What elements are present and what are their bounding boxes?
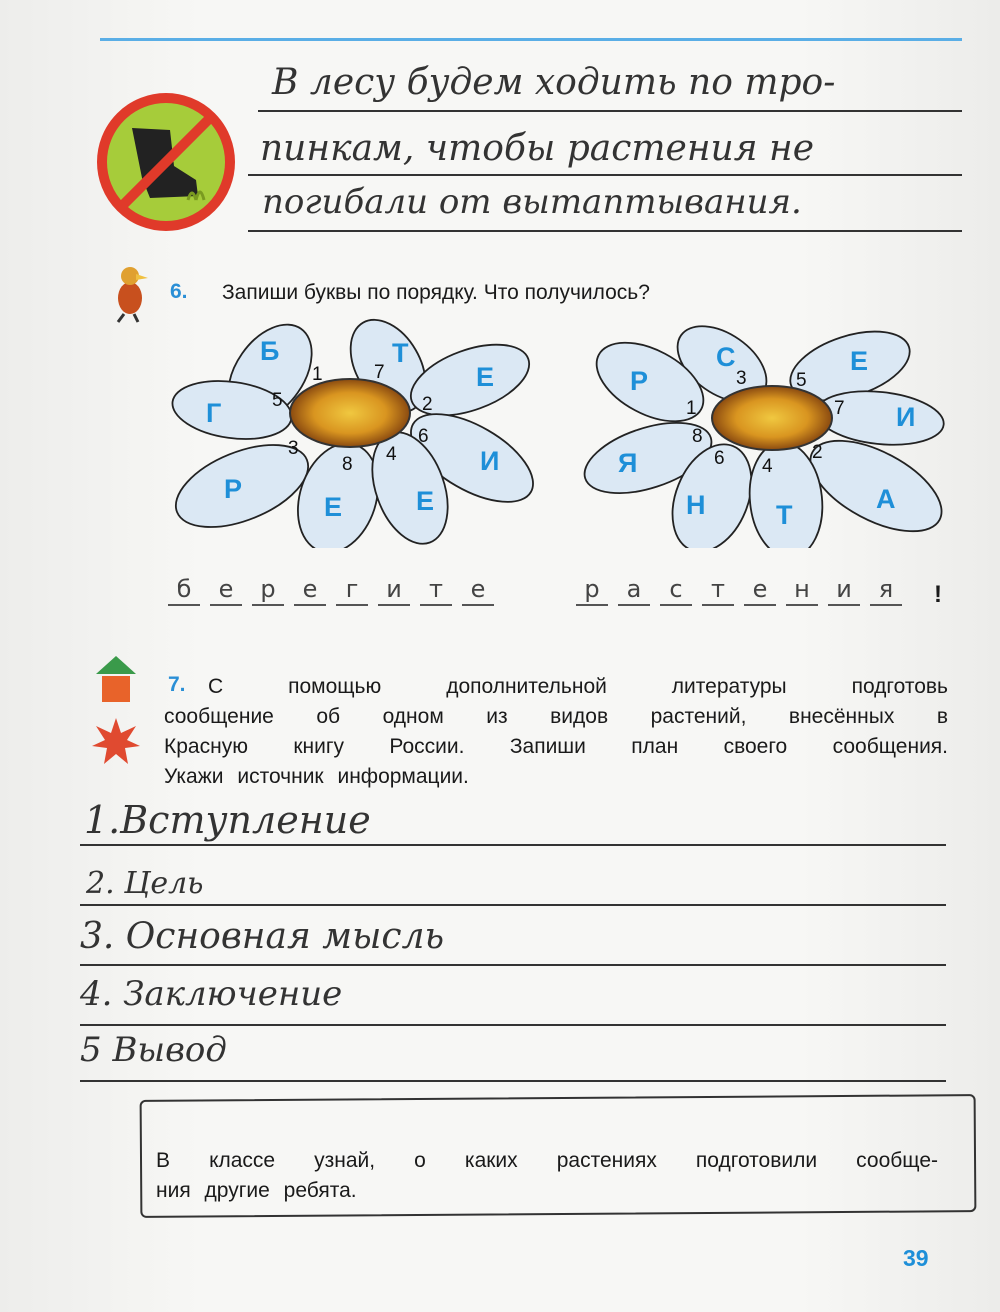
answer-blank	[618, 604, 650, 606]
top-rule	[100, 38, 962, 41]
flower1-number: 1	[312, 364, 323, 385]
plan-rule-2	[80, 904, 946, 906]
flower2-number: 7	[834, 398, 845, 419]
flower2-letter: Я	[618, 448, 638, 478]
answer-letter: т	[711, 575, 725, 603]
answer-letter: и	[836, 575, 852, 603]
task7-line-1: С помощью дополнительной литературы подготовь	[208, 675, 948, 698]
task6-number: 6.	[170, 280, 188, 303]
flower1-letter: Г	[206, 398, 222, 428]
flower2-letter: Т	[776, 500, 793, 530]
flower2-letter: Р	[630, 366, 649, 396]
answer-letter: а	[626, 575, 642, 603]
red-star-icon	[90, 716, 142, 768]
answer-blank	[168, 604, 200, 606]
flower2-letter: А	[876, 484, 896, 514]
plan-rule-5	[80, 1080, 946, 1082]
plan-rule-1	[80, 844, 946, 846]
answer-letter: я	[878, 575, 894, 603]
house-icon	[94, 654, 138, 704]
page-number: 39	[903, 1245, 929, 1271]
answer-letter: р	[584, 575, 600, 603]
answer-blank	[378, 604, 410, 606]
flower1-letter: И	[480, 446, 500, 476]
answer-letter: г	[345, 575, 359, 603]
no-trampling-icon	[92, 88, 240, 236]
note-line-1: В лесу будем ходить по тро-	[272, 62, 836, 103]
answer-exclamation: !	[934, 581, 942, 608]
flower1-number: 6	[418, 426, 429, 447]
bird-mascot-icon	[100, 262, 158, 324]
answer-blank	[744, 604, 776, 606]
flower2-number: 8	[692, 426, 703, 447]
answer-letter: е	[302, 575, 318, 603]
flower-1	[164, 318, 547, 548]
plan-rule-3	[80, 964, 946, 966]
plan-item-3: 3. Основная мысль	[80, 916, 445, 957]
note-rule-2	[248, 174, 962, 176]
answer-blank	[252, 604, 284, 606]
flower2-letter: С	[716, 342, 736, 372]
answer-blank	[420, 604, 452, 606]
task7-line-3: Красную книгу России. Запиши план своего сообщения.	[164, 735, 948, 758]
answer-letter: б	[176, 575, 192, 603]
flower1-number: 7	[374, 362, 385, 383]
note-rule-1	[258, 110, 962, 112]
answer-blank	[462, 604, 494, 606]
answer-blank	[702, 604, 734, 606]
flower-puzzle	[160, 318, 960, 548]
plan-item-4: 4. Заключение	[80, 974, 343, 1014]
flower2-letter: И	[896, 402, 916, 432]
plan-rule-4	[80, 1024, 946, 1026]
note-line-2: пинкам, чтобы растения не	[260, 128, 815, 169]
flower2-number: 2	[812, 442, 823, 463]
flower2-number: 5	[796, 370, 807, 391]
answer-blank	[294, 604, 326, 606]
answer-letter: е	[218, 575, 234, 603]
answer-letter: р	[260, 575, 276, 603]
answer-letter: с	[669, 575, 683, 603]
flower1-number: 3	[288, 438, 299, 459]
answer-letter: е	[752, 575, 768, 603]
flower2-number: 1	[686, 398, 697, 419]
answer-blank	[786, 604, 818, 606]
flower2-number: 4	[762, 456, 773, 477]
flower1-letter: Е	[324, 492, 343, 522]
note-rule-3	[248, 230, 962, 232]
class-note-text	[156, 1146, 938, 1206]
answer-blank	[660, 604, 692, 606]
task7-line-2: сообщение об одном из видов растений, внесённых в	[164, 705, 948, 728]
task7-number: 7.	[168, 673, 186, 696]
flower1-number: 2	[422, 394, 433, 415]
plan-item-2: 2. Цель	[86, 866, 204, 901]
flower2-letter: Е	[850, 346, 869, 376]
class-note-line-1: В классе узнай, о каких растениях подготовили сообще-	[156, 1149, 938, 1172]
answer-letter: т	[429, 575, 443, 603]
task7-line-4: Укажи источник информации.	[164, 765, 469, 788]
flower2-letter: Н	[686, 490, 706, 520]
answer-blank	[870, 604, 902, 606]
flower1-letter: Е	[476, 362, 495, 392]
flower1-number: 5	[272, 390, 283, 411]
answer-letter: е	[470, 575, 486, 603]
flower-2	[576, 318, 956, 548]
class-note-line-2: ния другие ребята.	[156, 1179, 357, 1202]
answer-letter: и	[386, 575, 402, 603]
flower1-letter: Б	[260, 336, 280, 366]
task7-text	[164, 672, 948, 792]
flower1-number: 8	[342, 454, 353, 475]
flower1-letter: Е	[416, 486, 435, 516]
answer-blank	[576, 604, 608, 606]
flower2-number: 3	[736, 368, 747, 389]
flower1-letter: Т	[392, 338, 409, 368]
flower2-number: 6	[714, 448, 725, 469]
answer-blank	[828, 604, 860, 606]
answer-blank	[336, 604, 368, 606]
flower1-number: 4	[386, 444, 397, 465]
flower1-letter: Р	[224, 474, 243, 504]
task6-text: Запиши буквы по порядку. Что получилось?	[222, 281, 650, 304]
plan-item-1: 1.Вступление	[84, 798, 371, 842]
answer-blank	[210, 604, 242, 606]
answer-letter: н	[794, 575, 810, 603]
plan-item-5: 5 Вывод	[80, 1030, 227, 1070]
note-line-3: погибали от вытаптывания.	[262, 182, 802, 222]
